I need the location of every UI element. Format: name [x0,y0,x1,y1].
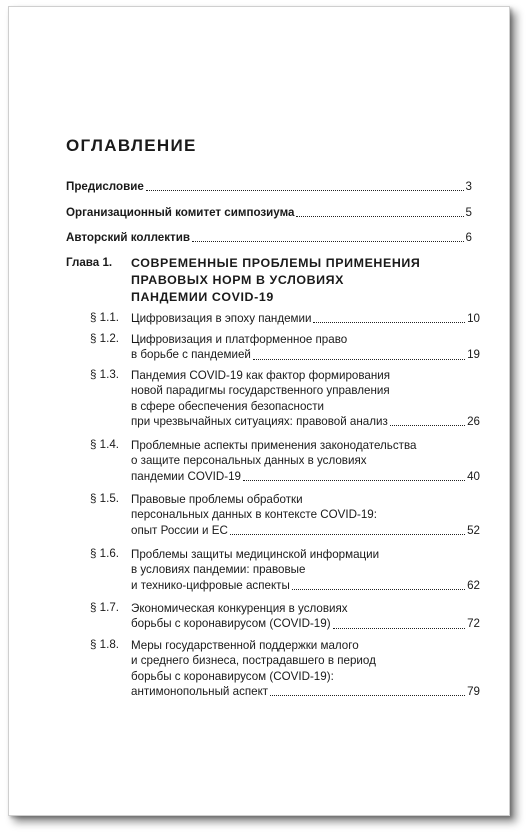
section-title-line: и среднего бизнеса, пострадавшего в период [131,654,376,668]
toc-section-1-7[interactable] [131,601,480,632]
entry-title: Предисловие [66,180,144,193]
section-number: § 1.5. [90,492,120,505]
toc-section-1-1[interactable] [131,311,480,326]
page-number: 6 [465,231,472,244]
dot-leader [333,628,466,629]
section-title-line: Проблемные аспекты применения законодательства [131,439,417,452]
entry-title: Авторский коллектив [66,231,190,244]
chapter-label: Глава 1. [66,256,113,269]
section-title-line: Цифровизация и платформенное право [131,333,348,346]
section-number: § 1.2. [90,332,120,345]
page-number: 79 [467,684,480,698]
toc-entry-authors[interactable] [66,230,472,245]
section-number: § 1.1. [90,311,120,324]
section-title-line: о защите персональных данных в условиях [131,454,367,468]
page-number: 10 [467,312,480,325]
dot-leader [270,695,465,696]
toc-section-1-8[interactable] [131,638,480,699]
section-number: § 1.3. [90,368,120,381]
chapter-title[interactable] [131,255,420,306]
dot-leader [146,190,464,191]
section-title-line: Пандемия COVID-19 как фактор формирования [131,369,391,382]
dot-leader [313,322,465,323]
section-number: § 1.7. [90,601,120,614]
toc-section-1-6[interactable] [131,547,480,593]
section-title-line: Экономическая конкуренция в условиях [131,602,348,615]
dot-leader [296,216,463,217]
page-number: 62 [467,578,480,592]
page-number: 5 [465,206,472,219]
section-title-line: и технико-цифровые аспекты [131,578,290,592]
section-title-line: при чрезвычайных ситуациях: правовой анализ [131,414,388,428]
section-title-line: в сфере обеспечения безопасности [131,399,324,413]
section-title-line: в борьбе с пандемией [131,348,251,362]
page-number: 40 [467,469,480,483]
dot-leader [230,534,465,535]
toc-section-1-3[interactable] [131,368,480,429]
section-title-line: Проблемы защиты медицинской информации [131,548,380,561]
section-number: § 1.6. [90,547,120,560]
toc-section-1-5[interactable] [131,492,480,538]
toc-entry-preface[interactable] [66,179,472,194]
page-number: 19 [467,348,480,362]
dot-leader [253,359,465,360]
page-number: 3 [465,180,472,193]
section-title-line: в условиях пандемии: правовые [131,563,306,577]
dot-leader [292,589,465,590]
section-number: § 1.8. [90,638,120,651]
chapter-title-line: ПАНДЕМИИ COVID-19 [131,290,274,304]
section-title-line: опыт России и ЕС [131,523,228,537]
page-number: 26 [467,414,480,428]
toc-section-1-2[interactable] [131,332,480,363]
toc-section-1-4[interactable] [131,438,480,484]
section-title-line: Меры государственной поддержки малого [131,639,359,652]
section-title-line: персональных данных в контексте COVID-19: [131,508,377,522]
chapter-title-line: СОВРЕМЕННЫЕ ПРОБЛЕМЫ ПРИМЕНЕНИЯ [131,256,421,270]
entry-title: Организационный комитет симпозиума [66,206,295,219]
dot-leader [243,480,465,481]
toc-heading: ОГЛАВЛЕНИЕ [66,136,197,155]
chapter-title-line: ПРАВОВЫХ НОРМ В УСЛОВИЯХ [131,273,345,287]
section-title-line: Цифровизация в эпоху пандемии [131,312,312,325]
section-title-line: борьбы с коронавирусом (COVID-19): [131,669,334,683]
section-title-line: новой парадигмы государственного управления [131,384,390,398]
section-title-line: Правовые проблемы обработки [131,493,303,506]
page-number: 72 [467,617,480,631]
dot-leader [192,241,464,242]
section-title-line: борьбы с коронавирусом (COVID-19) [131,617,331,631]
section-title-line: антимонопольный аспект [131,684,269,698]
dot-leader [390,425,465,426]
toc-entry-committee[interactable] [66,205,472,220]
section-number: § 1.4. [90,438,120,451]
page-number: 52 [467,523,480,537]
section-title-line: пандемии COVID-19 [131,469,241,483]
